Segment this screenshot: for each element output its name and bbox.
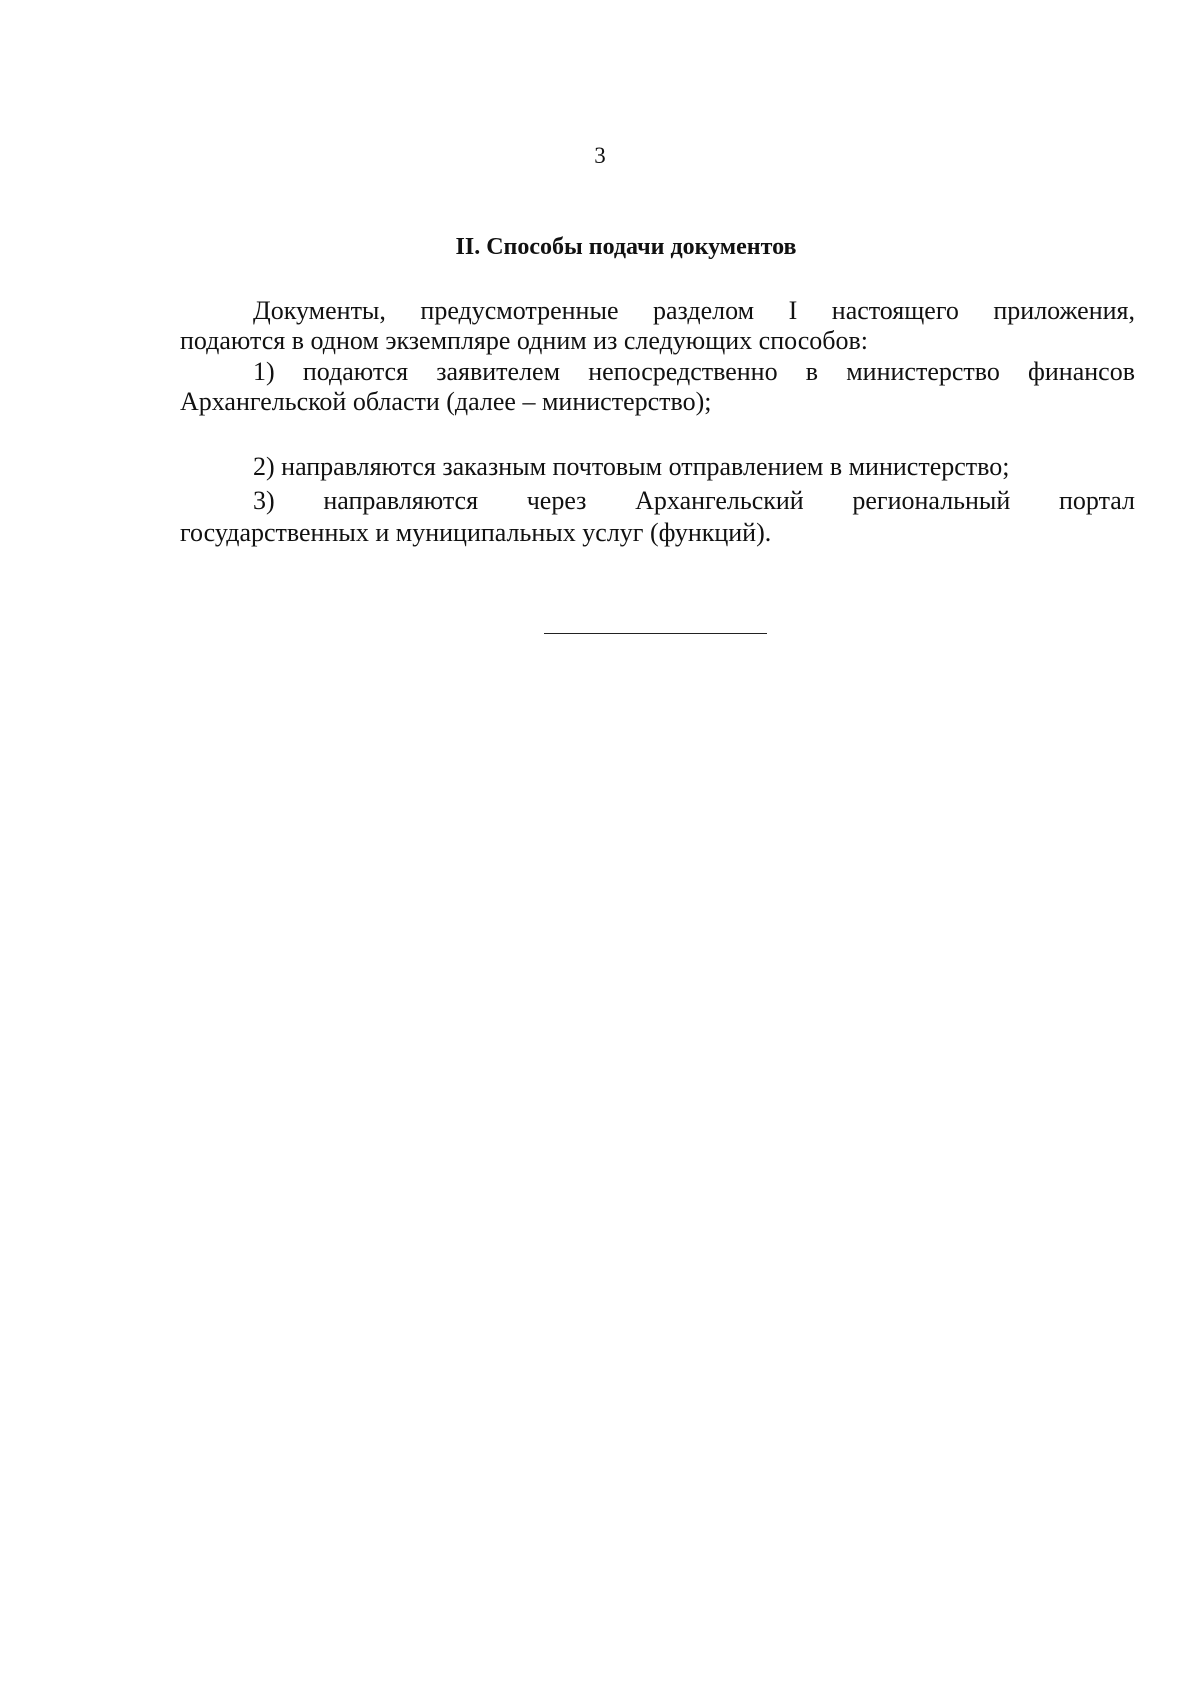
list-item-1-line-1: 1) подаются заявителем непосредственно в министерство финансов [253, 357, 1135, 386]
end-separator-line [544, 633, 767, 634]
intro-paragraph-line-2: подаются в одном экземпляре одним из следующих способов: [180, 326, 869, 355]
section-title: II. Способы подачи документов [455, 234, 797, 260]
list-item-3-line-2: государственных и муниципальных услуг (функций). [180, 518, 772, 547]
list-item-2-line-1: 2) направляются заказным почтовым отправлением в министерство; [253, 452, 1010, 481]
intro-paragraph-line-1: Документы, предусмотренные разделом I настоящего приложения, [253, 296, 1135, 325]
list-item-1-line-2: Архангельской области (далее – министерство); [180, 387, 712, 416]
page-number: 3 [594, 143, 606, 168]
list-item-3-line-1: 3) направляются через Архангельский региональный портал [253, 486, 1135, 515]
